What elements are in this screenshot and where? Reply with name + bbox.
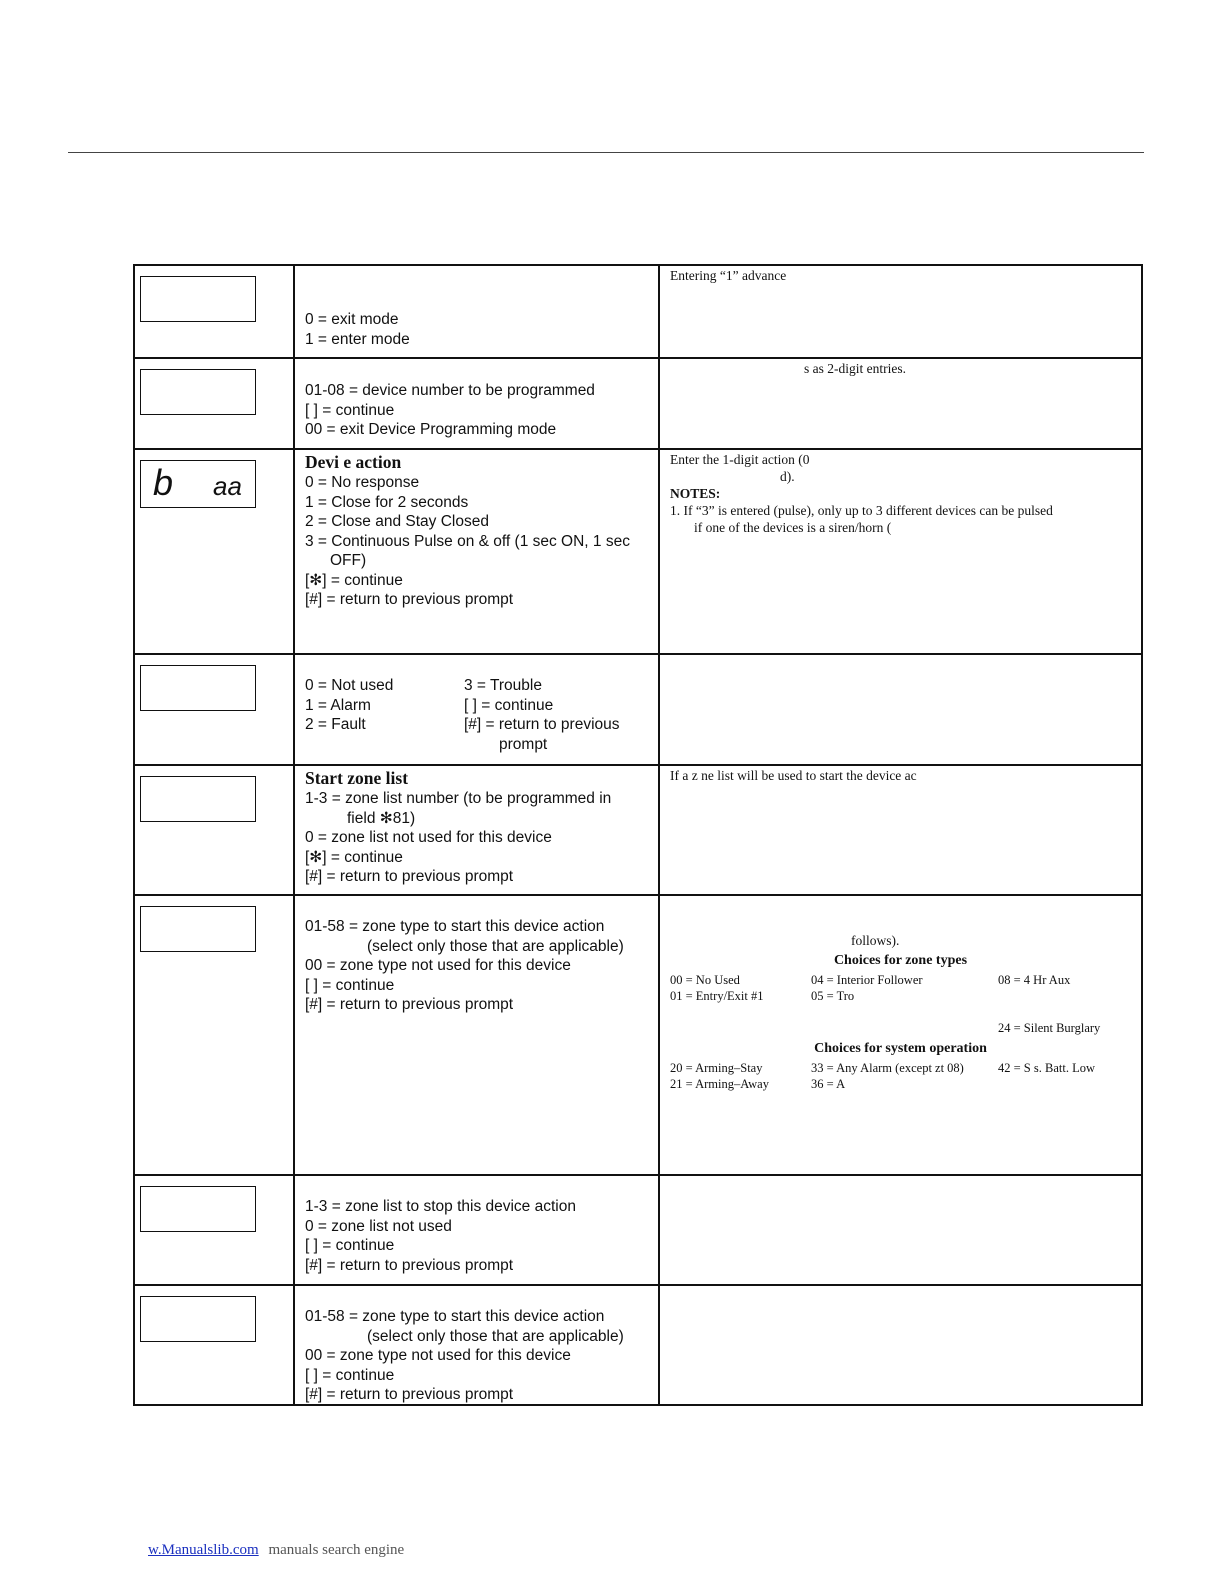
prompt-cell: [135, 896, 295, 1174]
zone-types-table: [670, 972, 1131, 1004]
field-heading: Devi e action: [305, 452, 402, 472]
option-line: 01-58 = zone type to start this device action: [305, 918, 605, 935]
table-row: [135, 896, 1143, 1176]
option-line: [ ] = continue: [305, 1366, 395, 1384]
lcd-display: [140, 369, 256, 415]
options-cell: [295, 359, 660, 448]
prompt-cell: [135, 1286, 295, 1404]
system-op-entry: [998, 1076, 1128, 1092]
option-line: 2 = Fault: [305, 716, 366, 733]
zone-type-entry: 05 = Tro: [811, 989, 855, 1003]
system-op-entry: 42 = S s. Batt. Low: [998, 1061, 1095, 1075]
table-row: [135, 766, 1143, 896]
explanation-text: Entering “1” advance: [670, 268, 787, 283]
explanation-text: s as 2-digit entries.: [804, 361, 906, 376]
lcd-display: [140, 776, 256, 822]
notes-label: NOTES:: [670, 486, 721, 501]
option-line: [ ] = continue: [305, 401, 395, 419]
option-line: OFF): [330, 552, 367, 569]
programming-table: [133, 264, 1143, 1406]
table-row: [135, 450, 1143, 655]
footer-link[interactable]: w.Manualslib.com: [148, 1542, 259, 1558]
options-cell: [295, 1286, 660, 1404]
zone-type-entry: 01 = Entry/Exit #1: [670, 989, 764, 1003]
footer-text: manuals search engine: [268, 1542, 405, 1558]
zone-type-entry: 04 = Interior Follower: [811, 973, 923, 987]
explanation-cell: [660, 359, 1143, 448]
option-line: field ✻81): [347, 809, 416, 827]
option-line: [ ] = continue: [305, 1237, 395, 1254]
zone-types-title: Choices for zone types: [833, 953, 968, 968]
option-line: 0 = No response: [305, 474, 420, 491]
zone-type-entry: [998, 988, 1128, 1004]
explanation-cell: [660, 655, 1143, 764]
options-cell: [295, 450, 660, 653]
option-line: (select only those that are applicable): [367, 1327, 624, 1345]
footer: [126, 1542, 404, 1559]
system-op-entry: 33 = Any Alarm (except zt 08): [811, 1061, 964, 1075]
zone-type-entry: 00 = No Used: [670, 973, 740, 987]
option-line: [#] = return to previous: [464, 716, 620, 733]
prompt-cell: [135, 766, 295, 894]
field-heading: Start zone list: [305, 768, 409, 788]
prompt-cell: [135, 266, 295, 357]
system-op-entry: 21 = Arming–Away: [670, 1077, 769, 1091]
lcd-display: [140, 1186, 256, 1232]
lcd-display: [140, 906, 256, 952]
table-row: [135, 655, 1143, 766]
explanation-cell: [660, 896, 1143, 1174]
explanation-text: d).: [780, 469, 795, 484]
option-line: 0 = Not used: [305, 677, 394, 694]
option-line: 00 = zone type not used for this device: [305, 1347, 571, 1364]
option-line: [✻] = continue: [305, 571, 403, 589]
explanation-text: follows).: [851, 933, 900, 948]
lcd-display: [140, 276, 256, 322]
option-line: 1 = Alarm: [305, 696, 371, 714]
lcd-char: aa: [213, 471, 242, 501]
table-row: [135, 1176, 1143, 1286]
option-line: 3 = Trouble: [464, 677, 542, 694]
prompt-cell: [135, 1176, 295, 1284]
explanation-cell: [660, 450, 1143, 653]
system-op-entry: 36 = A: [811, 1077, 846, 1091]
zone-type-entry: 24 = Silent Burglary: [998, 1021, 1101, 1035]
options-cell: [295, 766, 660, 894]
option-line: [#] = return to previous prompt: [305, 868, 514, 885]
explanation-cell: [660, 1176, 1143, 1284]
explanation-cell: [660, 1286, 1143, 1404]
option-line: [#] = return to previous prompt: [305, 1386, 514, 1403]
system-ops-table: [670, 1060, 1131, 1092]
option-line: 0 = exit mode: [305, 311, 399, 328]
option-line: 1 = enter mode: [305, 330, 410, 348]
prompt-cell: [135, 359, 295, 448]
option-line: prompt: [499, 735, 548, 753]
option-line: [ ] = continue: [305, 976, 395, 994]
explanation-text: If a z ne list will be used to start the device ac: [670, 768, 917, 783]
lcd-display: [140, 460, 256, 508]
option-line: [#] = return to previous prompt: [305, 1256, 514, 1274]
option-line: (select only those that are applicable): [367, 937, 624, 955]
note-text: if one of the devices is a siren/horn (: [694, 520, 892, 535]
explanation-cell: [660, 266, 1143, 357]
table-row: [135, 359, 1143, 450]
option-line: 00 = zone type not used for this device: [305, 957, 571, 974]
option-line: [#] = return to previous prompt: [305, 591, 514, 608]
option-line: 2 = Close and Stay Closed: [305, 513, 489, 530]
system-ops-title: Choices for system operation: [814, 1041, 987, 1056]
note-text: 1. If “3” is entered (pulse), only up to 3 different devices can be pulsed: [670, 503, 1053, 518]
options-cell: [295, 266, 660, 357]
zone-type-entry: 08 = 4 Hr Aux: [998, 973, 1071, 987]
table-row: [135, 266, 1143, 359]
prompt-cell: [135, 655, 295, 764]
table-row: [135, 1286, 1143, 1406]
option-line: 3 = Continuous Pulse on & off (1 sec ON, 1 sec: [305, 532, 630, 550]
option-line: [✻] = continue: [305, 848, 403, 866]
option-line: 1-3 = zone list to stop this device action: [305, 1198, 576, 1215]
option-line: [ ] = continue: [464, 696, 554, 714]
options-cell: [295, 655, 660, 764]
system-op-entry: 20 = Arming–Stay: [670, 1061, 763, 1075]
option-line: 0 = zone list not used: [305, 1217, 452, 1235]
option-line: 1-3 = zone list number (to be programmed in: [305, 790, 612, 807]
option-line: 00 = exit Device Programming mode: [305, 421, 557, 438]
option-line: 01-08 = device number to be programmed: [305, 382, 595, 399]
options-cell: [295, 896, 660, 1174]
header-rule: [68, 152, 1144, 153]
explanation-text: Enter the 1-digit action (0: [670, 452, 810, 467]
lcd-char: b: [153, 462, 174, 503]
lcd-display: [140, 1296, 256, 1342]
explanation-cell: [660, 766, 1143, 894]
option-line: 0 = zone list not used for this device: [305, 829, 552, 846]
options-cell: [295, 1176, 660, 1284]
option-line: 01-58 = zone type to start this device action: [305, 1308, 605, 1325]
option-line: [#] = return to previous prompt: [305, 996, 514, 1013]
option-line: 1 = Close for 2 seconds: [305, 493, 469, 511]
lcd-display: [140, 665, 256, 711]
prompt-cell: [135, 450, 295, 653]
